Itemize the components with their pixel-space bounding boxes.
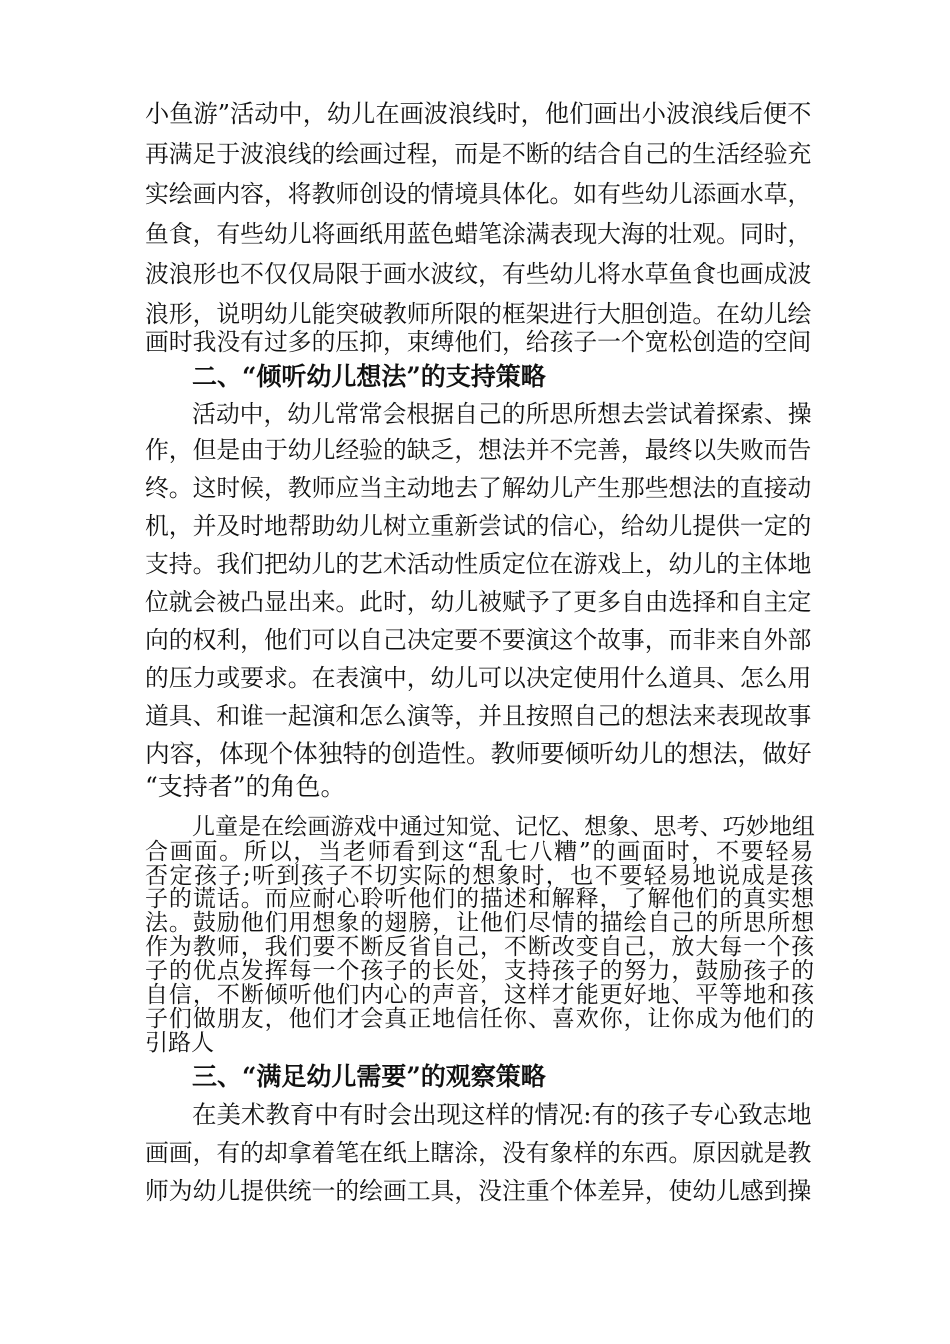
paragraph-line: 子的谎话。而应耐心聆听他们的描述和解释，了解他们的真实想 xyxy=(145,886,815,912)
paragraph-line: 合画面。所以，当老师看到这“乱七八糟”的画面时，不要轻易 xyxy=(145,839,815,865)
paragraph-line: 鱼食，有些幼儿将画纸用蓝色蜡笔涂满表现大海的壮观。同时， xyxy=(145,220,812,248)
paragraph-line: 实绘画内容，将教师创设的情境具体化。如有些幼儿添画水草， xyxy=(145,180,812,208)
paragraph-line: 内容，体现个体独特的创造性。教师要倾听幼儿的想法，做好 xyxy=(145,739,812,768)
paragraph-line: 位就会被凸显出来。此时，幼儿被赋予了更多自由选择和自主定 xyxy=(145,588,812,616)
paragraph-line: 小鱼游”活动中，幼儿在画波浪线时，他们画出小波浪线后便不 xyxy=(145,100,812,128)
paragraph-line: 师为幼儿提供统一的绘画工具，没注重个体差异，使幼儿感到操 xyxy=(145,1177,812,1205)
paragraph-line: 支持。我们把幼儿的艺术活动性质定位在游戏上，幼儿的主体地 xyxy=(145,550,812,578)
paragraph-line: 子们做朋友，他们才会真正地信任你、喜欢你，让你成为他们的 xyxy=(145,1006,815,1032)
paragraph-line: 子的优点发挥每一个孩子的长处，支持孩子的努力，鼓励孩子的 xyxy=(145,958,815,984)
paragraph-line: 在美术教育中有时会出现这样的情况:有的孩子专心致志地 xyxy=(192,1100,812,1129)
paragraph-line: 活动中，幼儿常常会根据自己的所思所想去尝试着探索、操 xyxy=(192,400,812,428)
paragraph-line: 画时我没有过多的压抑，束缚他们，给孩子一个宽松创造的空间 xyxy=(145,328,812,356)
section-heading-3: 三、“满足幼儿需要”的观察策略 xyxy=(192,1062,546,1091)
paragraph-line: 终。这时候，教师应当主动地去了解幼儿产生那些想法的直接动 xyxy=(145,474,812,502)
paragraph-line: 作，但是由于幼儿经验的缺乏，想法并不完善，最终以失败而告 xyxy=(145,436,812,464)
paragraph-line: 浪形，说明幼儿能突破教师所限的框架进行大胆创造。在幼儿绘 xyxy=(145,300,812,328)
paragraph-line: 机，并及时地帮助幼儿树立重新尝试的信心，给幼儿提供一定的 xyxy=(145,512,812,540)
paragraph-line: 否定孩子;听到孩子不切实际的想象时，也不要轻易地说成是孩 xyxy=(145,863,815,889)
paragraph-line: 自信，不断倾听他们内心的声音，这样才能更好地、平等地和孩 xyxy=(145,982,815,1008)
paragraph-line: 引路人 xyxy=(145,1030,214,1056)
paragraph-line: 作为教师，我们要不断反省自己，不断改变自己，放大每一个孩 xyxy=(145,934,815,960)
paragraph-line: 再满足于波浪线的绘画过程，而是不断的结合自己的生活经验充 xyxy=(145,140,812,168)
paragraph-line: 向的权利，他们可以自己决定要不要演这个故事，而非来自外部 xyxy=(145,626,812,654)
paragraph-line: 波浪形也不仅仅局限于画水波纹，有些幼儿将水草鱼食也画成波 xyxy=(145,260,812,288)
paragraph-line: 儿童是在绘画游戏中通过知觉、记忆、想象、思考、巧妙地组 xyxy=(192,814,815,840)
paragraph-line: “支持者”的角色。 xyxy=(145,772,346,801)
section-heading-2: 二、“倾听幼儿想法”的支持策略 xyxy=(192,362,546,391)
paragraph-line: 道具、和谁一起演和怎么演等，并且按照自己的想法来表现故事 xyxy=(145,702,812,730)
paragraph-line: 的压力或要求。在表演中，幼儿可以决定使用什么道具、怎么用 xyxy=(145,664,812,692)
paragraph-line: 法。鼓励他们用想象的翅膀，让他们尽情的描绘自己的所思所想 xyxy=(145,910,815,936)
paragraph-line: 画画，有的却拿着笔在纸上瞎涂，没有象样的东西。原因就是教 xyxy=(145,1139,812,1167)
